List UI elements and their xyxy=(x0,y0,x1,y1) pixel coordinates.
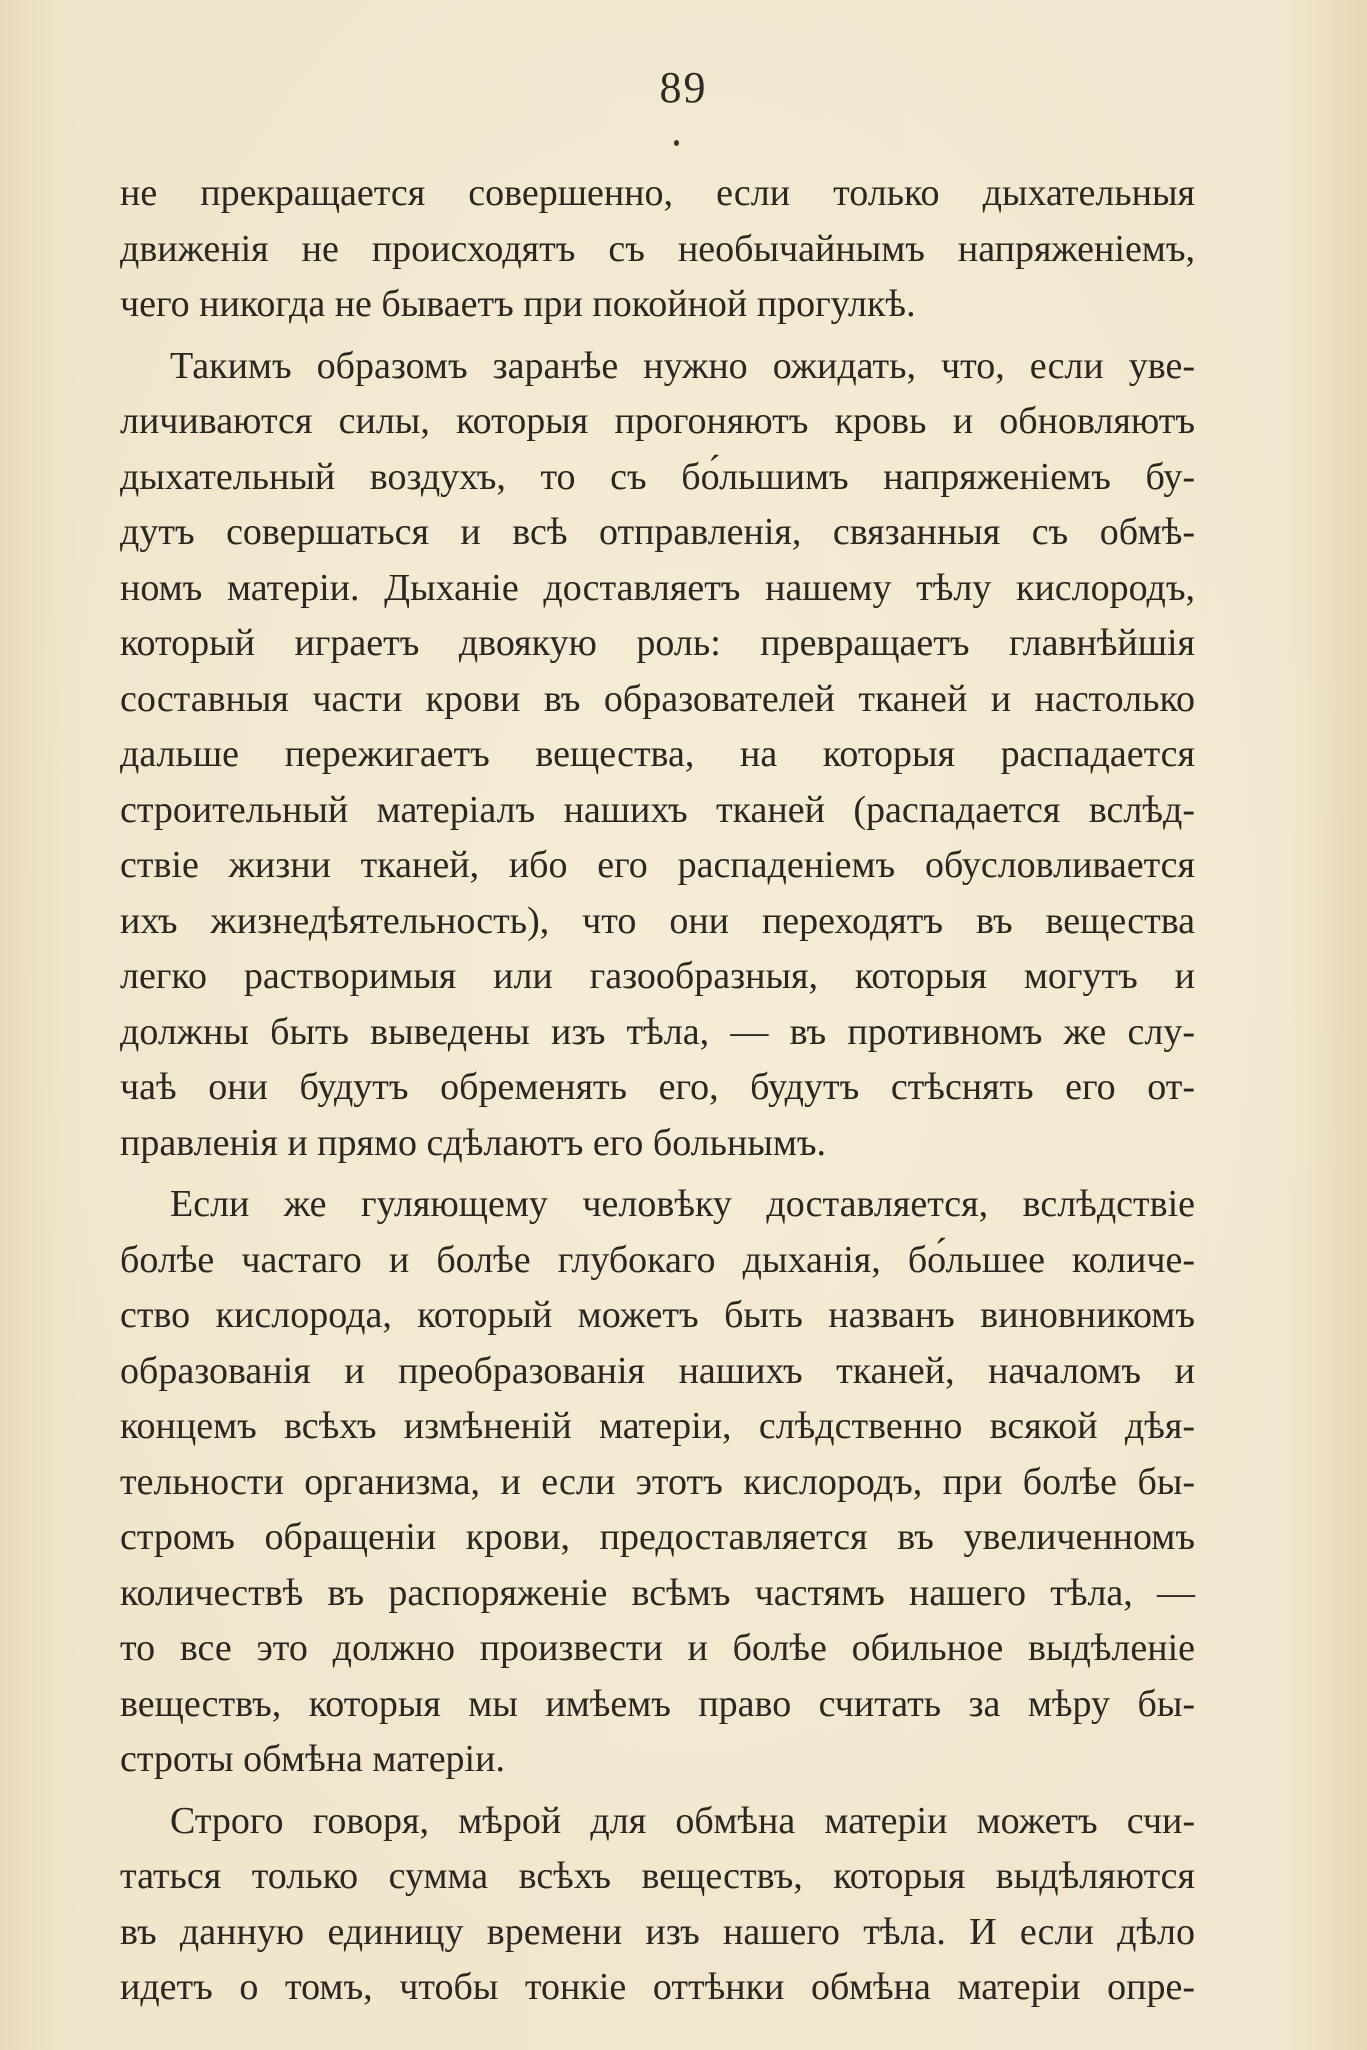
text-line: ихъ жизнедѣятельность), что они переходятъ въ вещества xyxy=(120,899,1195,942)
text-line: стромъ обращеніи крови, предоставляется въ увеличенномъ xyxy=(120,1516,1195,1558)
text-line: легко растворимыя или газообразныя, которыя могутъ и xyxy=(120,955,1195,997)
text-line: Если же гуляющему человѣку доставляется, вслѣдствіе xyxy=(170,1183,1195,1225)
text-line: концемъ всѣхъ измѣненій матеріи, слѣдственно всякой дѣя- xyxy=(120,1405,1195,1447)
text-line: веществъ, которыя мы имѣемъ право считать за мѣру бы- xyxy=(120,1682,1195,1725)
text-line: ство кислорода, который можетъ быть названъ виновникомъ xyxy=(120,1294,1195,1336)
text-line: въ данную единицу времени изъ нашего тѣла. И если дѣло xyxy=(120,1910,1195,1953)
text-line: составныя части крови въ образователей тканей и настолько xyxy=(120,677,1195,720)
text-line: Строго говоря, мѣрой для обмѣна матеріи можетъ счи- xyxy=(170,1799,1195,1842)
text-line: должны быть выведены изъ тѣла, — въ противномъ же слу- xyxy=(120,1010,1195,1053)
body-text xyxy=(120,166,1195,2016)
text-line: таться только сумма всѣхъ веществъ, которыя выдѣляются xyxy=(120,1855,1195,1897)
paragraph xyxy=(120,339,1195,1172)
text-line: тельности организма, и если этотъ кислородъ, при болѣе бы- xyxy=(120,1460,1195,1503)
text-line: дальше пережигаетъ вещества, на которыя распадается xyxy=(120,733,1195,775)
text-line: образованія и преобразованія нашихъ тканей, началомъ и xyxy=(120,1349,1195,1392)
text-line: строительный матеріалъ нашихъ тканей (распадается вслѣд- xyxy=(120,788,1195,831)
paragraph xyxy=(120,166,1195,333)
ink-speck xyxy=(674,140,679,146)
text-line: движенія не происходятъ съ необычайнымъ напряженіемъ, xyxy=(120,227,1195,270)
text-line: болѣе частаго и болѣе глубокаго дыханія, бо́льшее количе- xyxy=(120,1238,1195,1281)
text-line: личиваются силы, которыя прогоняютъ кровь и обновляютъ xyxy=(120,400,1195,442)
text-line: чего никогда не бываетъ при покойной прогулкѣ. xyxy=(120,283,916,325)
text-line: то все это должно произвести и болѣе обильное выдѣленіе xyxy=(120,1627,1195,1669)
paragraph xyxy=(120,1794,1195,2016)
text-line: строты обмѣна матеріи. xyxy=(120,1738,505,1780)
text-line: Такимъ образомъ заранѣе нужно ожидать, что, если уве- xyxy=(170,344,1195,387)
text-line: чаѣ они будутъ обременять его, будутъ стѣснять его от- xyxy=(120,1066,1195,1108)
text-line: ствіе жизни тканей, ибо его распаденіемъ обусловливается xyxy=(120,844,1195,886)
text-line: не прекращается совершенно, если только дыхательныя xyxy=(120,172,1195,214)
text-line: правленія и прямо сдѣлаютъ его больнымъ. xyxy=(120,1121,827,1164)
text-line: номъ матеріи. Дыханіе доставляетъ нашему тѣлу кислородъ, xyxy=(120,566,1195,609)
paragraph xyxy=(120,1177,1195,1788)
text-line: идетъ о томъ, чтобы тонкіе оттѣнки обмѣна матеріи опре- xyxy=(120,1966,1195,2008)
text-line: дутъ совершаться и всѣ отправленія, связанныя съ обмѣ- xyxy=(120,511,1195,553)
page-number: 89 xyxy=(659,63,708,112)
text-line: количествѣ въ распоряженіе всѣмъ частямъ нашего тѣла, — xyxy=(120,1571,1195,1614)
text-line: дыхательный воздухъ, то съ бо́льшимъ напряженіемъ бу- xyxy=(120,455,1195,498)
text-line: который играетъ двоякую роль: превращаетъ главнѣйшія xyxy=(120,622,1195,664)
